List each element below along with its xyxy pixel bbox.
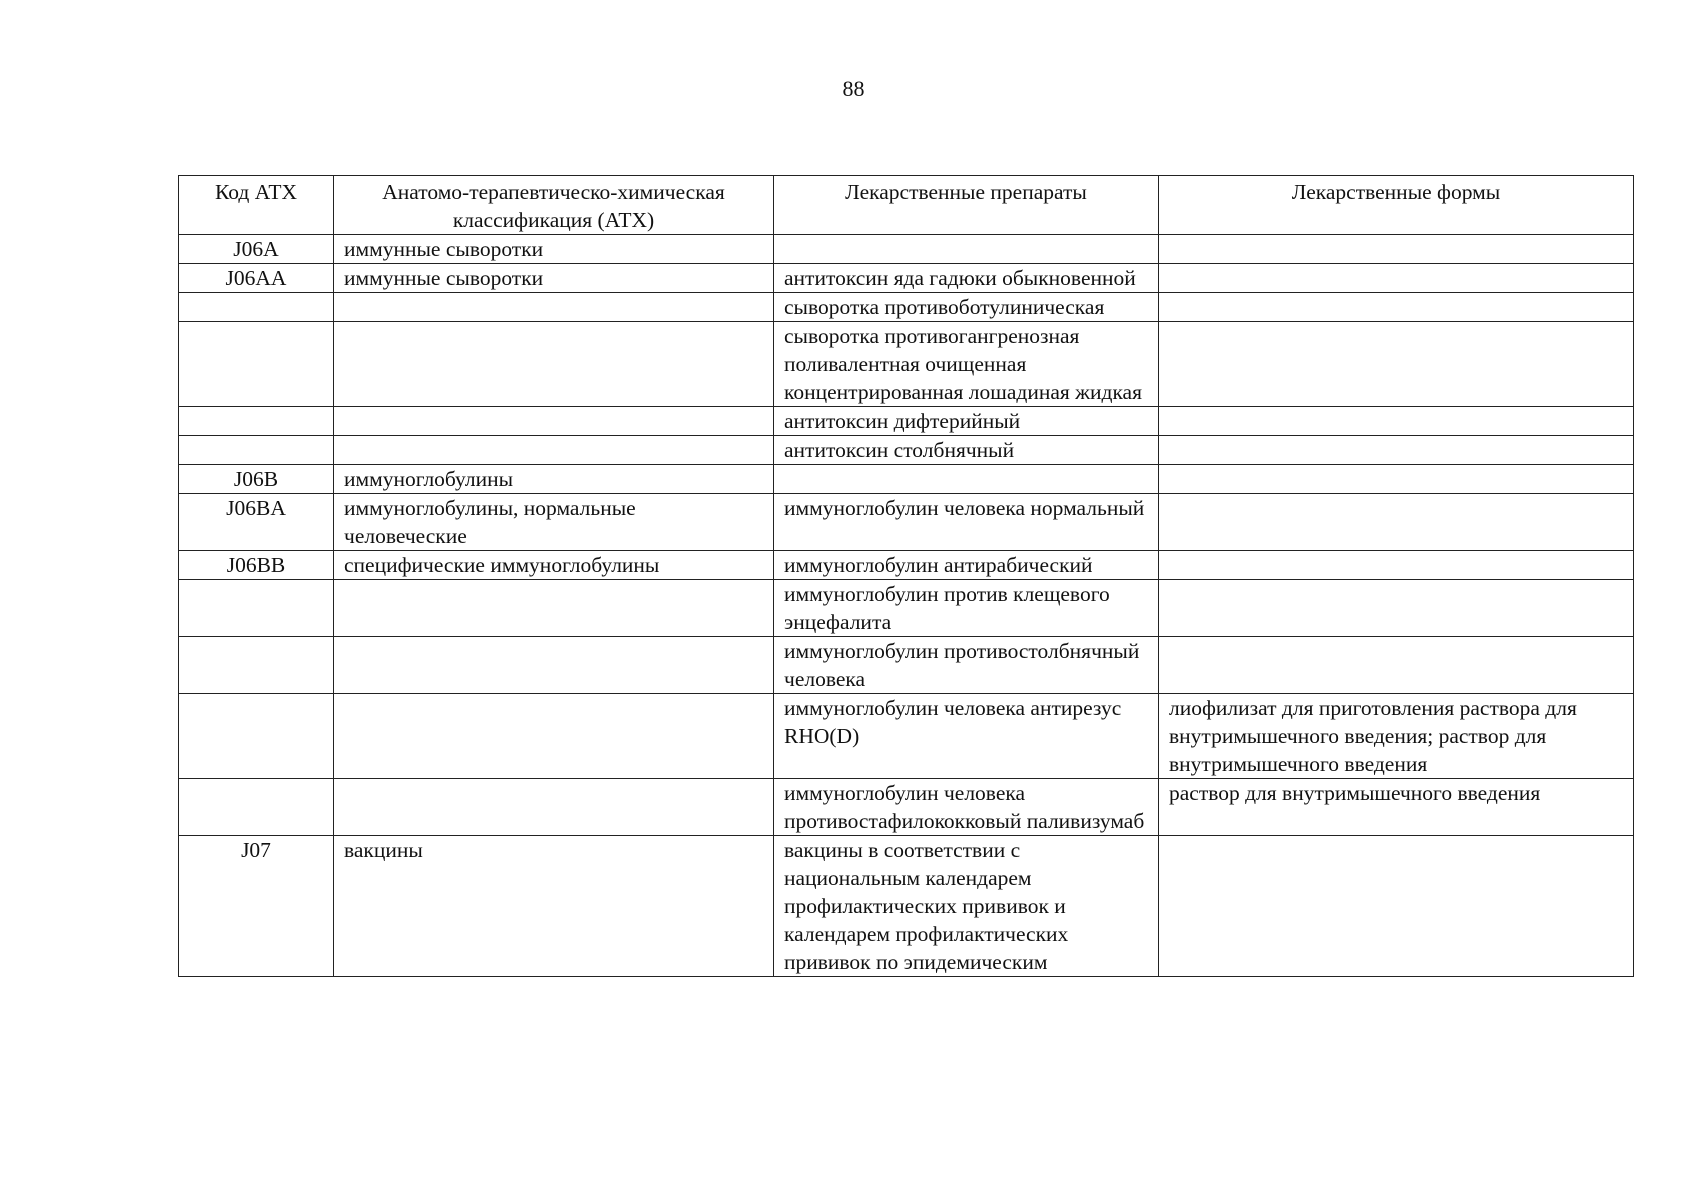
- atc-classification-table: [178, 175, 1634, 977]
- cell-code: [179, 779, 334, 836]
- cell-form: [1159, 637, 1634, 694]
- cell-drug: сыворотка противоботулиническая: [774, 293, 1159, 322]
- cell-classification: [334, 694, 774, 779]
- cell-form: [1159, 436, 1634, 465]
- cell-form: [1159, 836, 1634, 977]
- table-row: [179, 407, 1634, 436]
- cell-drug: иммуноглобулин человека противостафилококковый паливизумаб: [774, 779, 1159, 836]
- cell-classification: [334, 293, 774, 322]
- cell-drug: [774, 465, 1159, 494]
- cell-form: [1159, 580, 1634, 637]
- table-header-row: [179, 176, 1634, 235]
- cell-drug: иммуноглобулин против клещевого энцефалита: [774, 580, 1159, 637]
- cell-code: [179, 407, 334, 436]
- table-row: [179, 465, 1634, 494]
- cell-classification: вакцины: [334, 836, 774, 977]
- header-classification: Анатомо-терапевтическо-химическая классификация (АТХ): [334, 176, 774, 235]
- cell-form: [1159, 322, 1634, 407]
- cell-code: [179, 694, 334, 779]
- cell-form: [1159, 407, 1634, 436]
- cell-code: [179, 322, 334, 407]
- cell-code: J06A: [179, 235, 334, 264]
- cell-classification: [334, 322, 774, 407]
- cell-form: [1159, 551, 1634, 580]
- cell-code: J06BB: [179, 551, 334, 580]
- cell-classification: [334, 580, 774, 637]
- cell-classification: [334, 637, 774, 694]
- cell-classification: [334, 407, 774, 436]
- cell-drug: иммуноглобулин человека антирезус RHO(D): [774, 694, 1159, 779]
- cell-classification: специфические иммуноглобулины: [334, 551, 774, 580]
- cell-form: [1159, 235, 1634, 264]
- cell-code: [179, 580, 334, 637]
- table-row: [179, 637, 1634, 694]
- cell-form: [1159, 293, 1634, 322]
- cell-drug-text: вакцины в соответствии с национальным календарем профилактических прививок и календарем профилактических прививок по эпидемическим: [784, 838, 1069, 974]
- table-row: [179, 694, 1634, 779]
- cell-drug: иммуноглобулин противостолбнячный человека: [774, 637, 1159, 694]
- cell-drug: сыворотка противогангренозная поливалентная очищенная концентрированная лошадиная жидкая: [774, 322, 1159, 407]
- table-row: [179, 293, 1634, 322]
- table-row: [179, 264, 1634, 293]
- cell-classification: иммуноглобулины: [334, 465, 774, 494]
- cell-code: J06AA: [179, 264, 334, 293]
- cell-drug: иммуноглобулин антирабический: [774, 551, 1159, 580]
- cell-classification: иммуноглобулины, нормальные человеческие: [334, 494, 774, 551]
- header-drugs: Лекарственные препараты: [774, 176, 1159, 235]
- table-row: [179, 551, 1634, 580]
- cell-drug: антитоксин дифтерийный: [774, 407, 1159, 436]
- cell-classification: [334, 436, 774, 465]
- cell-code: J06B: [179, 465, 334, 494]
- cell-drug: иммуноглобулин человека нормальный: [774, 494, 1159, 551]
- table-row: [179, 235, 1634, 264]
- cell-drug: [774, 836, 1159, 977]
- cell-form: [1159, 494, 1634, 551]
- table-row: [179, 322, 1634, 407]
- cell-code: [179, 637, 334, 694]
- cell-form: [1159, 264, 1634, 293]
- header-code: Код АТХ: [179, 176, 334, 235]
- cell-code: [179, 436, 334, 465]
- table-row: [179, 494, 1634, 551]
- cell-form: раствор для внутримышечного введения: [1159, 779, 1634, 836]
- cell-drug: антитоксин столбнячный: [774, 436, 1159, 465]
- header-forms: Лекарственные формы: [1159, 176, 1634, 235]
- cell-drug: [774, 235, 1159, 264]
- cell-drug: антитоксин яда гадюки обыкновенной: [774, 264, 1159, 293]
- table-row: [179, 436, 1634, 465]
- cell-code: [179, 293, 334, 322]
- cell-form: лиофилизат для приготовления раствора для внутримышечного введения; раствор для внутримышечного введения: [1159, 694, 1634, 779]
- cell-classification: [334, 779, 774, 836]
- page-number: 88: [842, 76, 865, 101]
- table-row: [179, 836, 1634, 977]
- cell-classification: иммунные сыворотки: [334, 264, 774, 293]
- cell-code: J07: [179, 836, 334, 977]
- table-row: [179, 779, 1634, 836]
- table-row: [179, 580, 1634, 637]
- cell-code: J06BA: [179, 494, 334, 551]
- cell-form: [1159, 465, 1634, 494]
- cell-classification: иммунные сыворотки: [334, 235, 774, 264]
